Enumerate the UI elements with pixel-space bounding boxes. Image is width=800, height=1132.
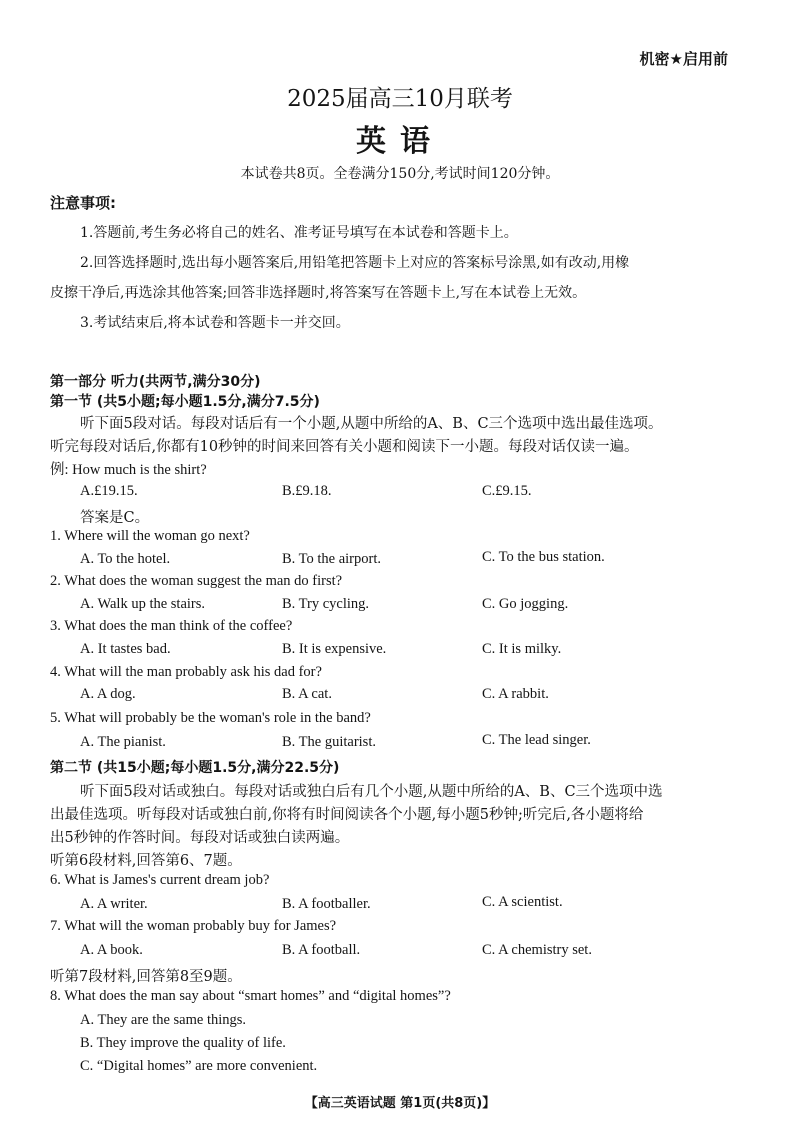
q2-option-a: A. Walk up the stairs. bbox=[80, 596, 206, 612]
example-question: 例: How much is the shirt? bbox=[50, 462, 207, 478]
page-footer: 【高三英语试题 第1页(共8页)】 bbox=[304, 1096, 496, 1111]
q3-option-a: A. It tastes bad. bbox=[80, 641, 171, 657]
q4-option-a: A. A dog. bbox=[80, 686, 136, 702]
q6-option-a: A. A writer. bbox=[80, 896, 148, 912]
example-option-c: C.£9.15. bbox=[482, 483, 532, 499]
q8-option-c: C. “Digital homes” are more convenient. bbox=[80, 1058, 318, 1074]
notice-heading: 注意事项: bbox=[50, 194, 116, 212]
section2-instruction: 出5秒钟的作答时间。每段对话或独白读两遍。 bbox=[50, 830, 350, 846]
section2-heading: 第二节 (共15小题;每小题1.5分,满分22.5分) bbox=[50, 760, 340, 776]
part1-heading: 第一部分 听力(共两节,满分30分) bbox=[50, 374, 261, 390]
example-option-b: B.£9.18. bbox=[282, 483, 332, 499]
question-8: 8. What does the man say about “smart homes” and “digital homes”? bbox=[50, 988, 451, 1004]
section2-instruction: 听下面5段对话或独白。每段对话或独白后有几个小题,从题中所给的A、B、C三个选项中选 bbox=[80, 784, 663, 800]
question-3: 3. What does the man think of the coffee? bbox=[50, 618, 293, 634]
example-option-a: A.£19.15. bbox=[80, 483, 138, 499]
material-7-prompt: 听第7段材料,回答第8至9题。 bbox=[50, 969, 242, 985]
q4-option-b: B. A cat. bbox=[282, 686, 332, 702]
q5-option-a: A. The pianist. bbox=[80, 734, 166, 750]
q1-option-a: A. To the hotel. bbox=[80, 551, 171, 567]
q5-option-c: C. The lead singer. bbox=[482, 732, 591, 748]
example-answer: 答案是C。 bbox=[80, 510, 150, 526]
question-2: 2. What does the woman suggest the man do first? bbox=[50, 573, 343, 589]
subject-title: 英语 bbox=[356, 124, 444, 159]
question-4: 4. What will the man probably ask his dad for? bbox=[50, 664, 322, 680]
q7-option-b: B. A football. bbox=[282, 942, 361, 958]
q5-option-b: B. The guitarist. bbox=[282, 734, 376, 750]
section2-instruction: 出最佳选项。听每段对话或独白前,你将有时间阅读各个小题,每小题5秒钟;听完后,各小题将给 bbox=[50, 807, 644, 823]
question-1: 1. Where will the woman go next? bbox=[50, 528, 250, 544]
notice-item: 皮擦干净后,再选涂其他答案;回答非选择题时,将答案写在答题卡上,写在本试卷上无效。 bbox=[50, 285, 587, 301]
exam-intro: 本试卷共8页。全卷满分150分,考试时间120分钟。 bbox=[240, 166, 560, 182]
q2-option-c: C. Go jogging. bbox=[482, 596, 569, 612]
exam-title: 2025届高三10月联考 bbox=[287, 86, 513, 112]
confidential-mark: 机密★启用前 bbox=[639, 50, 728, 68]
q8-option-a: A. They are the same things. bbox=[80, 1012, 247, 1028]
notice-item: 2.回答选择题时,选出每小题答案后,用铅笔把答题卡上对应的答案标号涂黑,如有改动,用橡 bbox=[80, 255, 630, 271]
q3-option-c: C. It is milky. bbox=[482, 641, 562, 657]
q7-option-c: C. A chemistry set. bbox=[482, 942, 592, 958]
q7-option-a: A. A book. bbox=[80, 942, 143, 958]
q6-option-c: C. A scientist. bbox=[482, 894, 563, 910]
section1-heading: 第一节 (共5小题;每小题1.5分,满分7.5分) bbox=[50, 394, 320, 410]
section1-instruction: 听下面5段对话。每段对话后有一个小题,从题中所给的A、B、C三个选项中选出最佳选项。 bbox=[80, 416, 663, 432]
question-7: 7. What will the woman probably buy for James? bbox=[50, 918, 337, 934]
q8-option-b: B. They improve the quality of life. bbox=[80, 1035, 286, 1051]
question-6: 6. What is James's current dream job? bbox=[50, 872, 270, 888]
q3-option-b: B. It is expensive. bbox=[282, 641, 387, 657]
q1-option-c: C. To the bus station. bbox=[482, 549, 605, 565]
notice-item: 1.答题前,考生务必将自己的姓名、准考证号填写在本试卷和答题卡上。 bbox=[80, 225, 518, 241]
question-5: 5. What will probably be the woman's role in the band? bbox=[50, 710, 371, 726]
q2-option-b: B. Try cycling. bbox=[282, 596, 370, 612]
q4-option-c: C. A rabbit. bbox=[482, 686, 549, 702]
q6-option-b: B. A footballer. bbox=[282, 896, 371, 912]
material-6-prompt: 听第6段材料,回答第6、7题。 bbox=[50, 853, 242, 869]
notice-item: 3.考试结束后,将本试卷和答题卡一并交回。 bbox=[80, 315, 350, 331]
section1-instruction: 听完每段对话后,你都有10秒钟的时间来回答有关小题和阅读下一小题。每段对话仅读一遍。 bbox=[50, 439, 639, 455]
q1-option-b: B. To the airport. bbox=[282, 551, 381, 567]
